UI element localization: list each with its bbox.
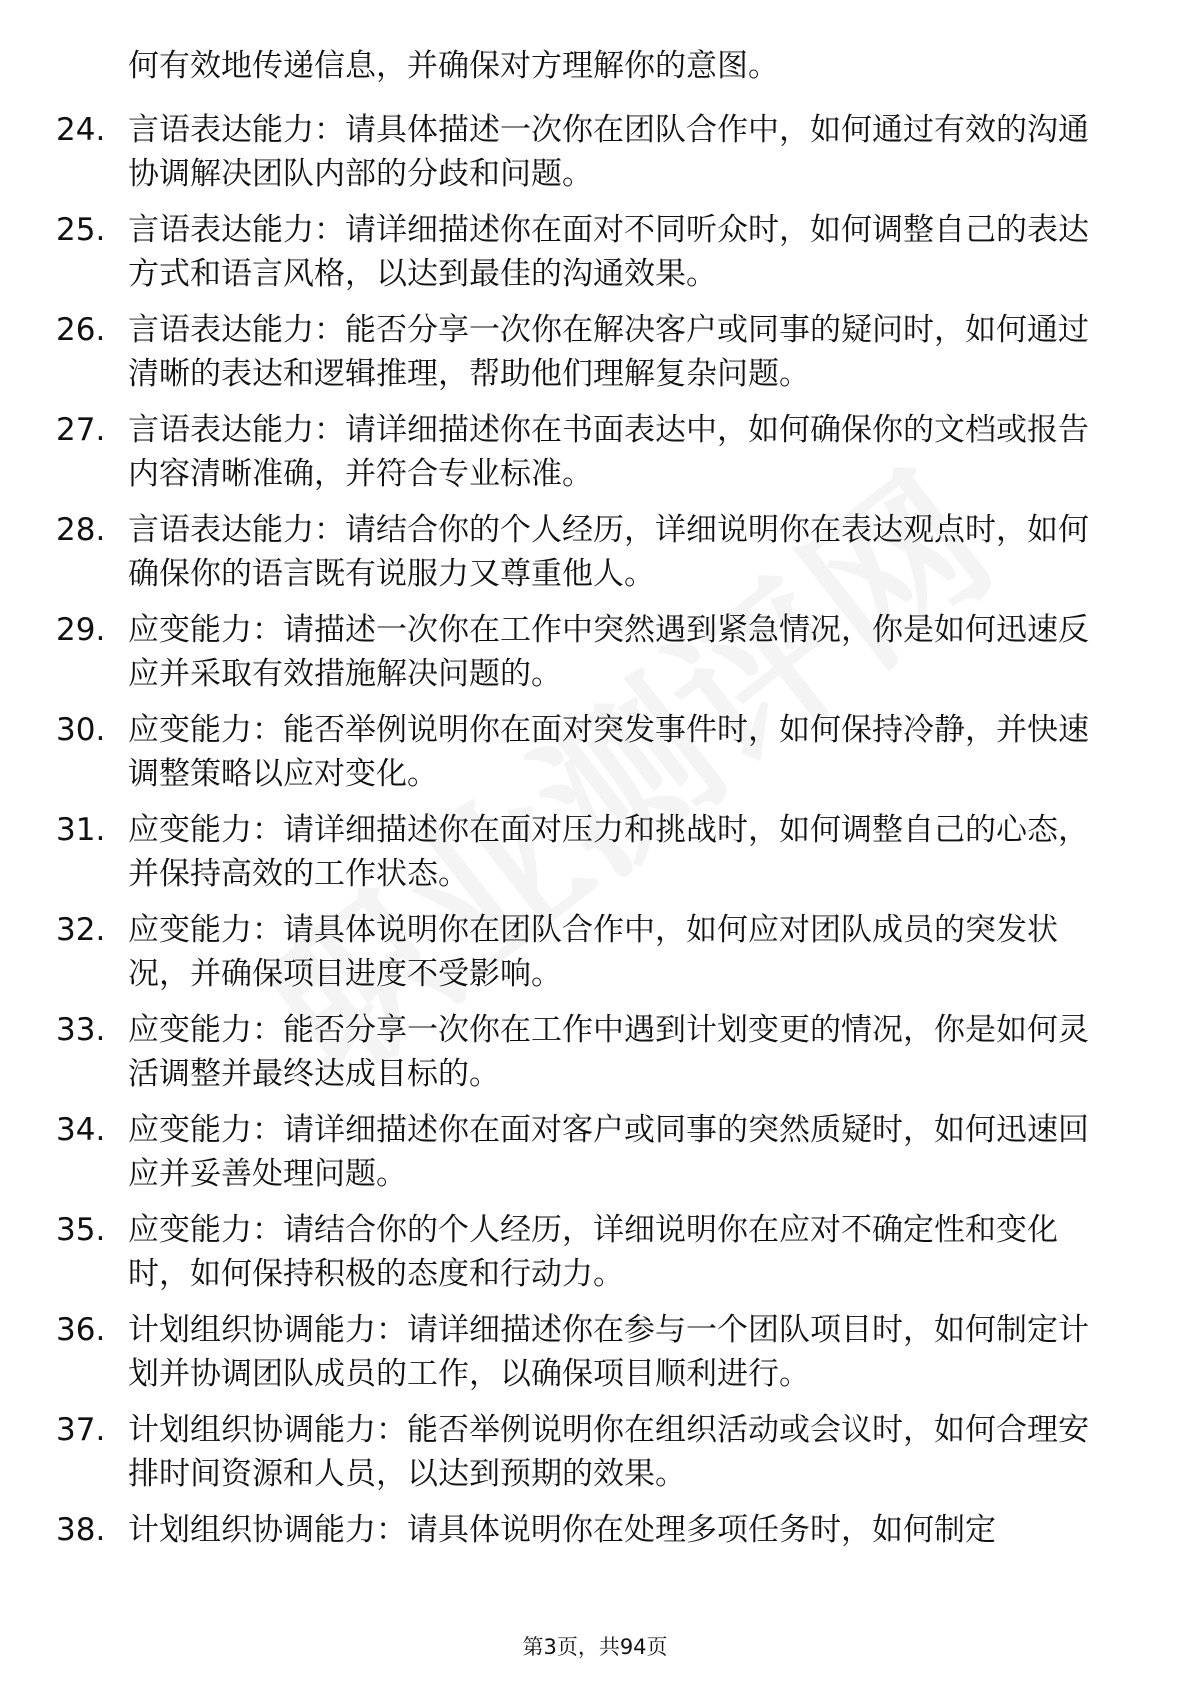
page-footer: 第3页，共94页 xyxy=(522,1635,668,1659)
question-text: 应变能力：请描述一次你在工作中突然遇到紧急情况，你是如何迅速反应并采取有效措施解决问题的。 xyxy=(128,612,1089,692)
question-item xyxy=(0,408,1190,508)
question-text: 计划组织协调能力：请详细描述你在参与一个团队项目时，如何制定计划并协调团队成员的工作，以确保项目顺利进行。 xyxy=(128,1312,1089,1392)
question-text: 应变能力：能否分享一次你在工作中遇到计划变更的情况，你是如何灵活调整并最终达成目标的。 xyxy=(128,1012,1089,1092)
question-item xyxy=(0,1108,1190,1208)
question-number: 26. xyxy=(56,312,106,348)
question-number: 31. xyxy=(56,812,106,848)
question-number: 24. xyxy=(56,112,106,148)
question-number: 33. xyxy=(56,1012,106,1048)
question-text: 应变能力：请具体说明你在团队合作中，如何应对团队成员的突发状况，并确保项目进度不受影响。 xyxy=(128,912,1058,992)
question-text: 应变能力：请详细描述你在面对客户或同事的突然质疑时，如何迅速回应并妥善处理问题。 xyxy=(128,1112,1089,1192)
question-text: 言语表达能力：请具体描述一次你在团队合作中，如何通过有效的沟通协调解决团队内部的分歧和问题。 xyxy=(128,112,1089,192)
question-item xyxy=(0,1008,1190,1108)
question-number: 36. xyxy=(56,1312,106,1348)
question-number: 35. xyxy=(56,1212,106,1248)
question-item xyxy=(0,108,1190,208)
question-number: 37. xyxy=(56,1412,106,1448)
question-text: 应变能力：能否举例说明你在面对突发事件时，如何保持冷静，并快速调整策略以应对变化。 xyxy=(128,712,1089,792)
question-number: 25. xyxy=(56,212,106,248)
question-item xyxy=(0,908,1190,1008)
question-item xyxy=(0,608,1190,708)
question-number: 32. xyxy=(56,912,106,948)
question-text: 计划组织协调能力：能否举例说明你在组织活动或会议时，如何合理安排时间资源和人员，以达到预期的效果。 xyxy=(128,1412,1089,1492)
question-item xyxy=(0,1408,1190,1508)
question-number: 29. xyxy=(56,612,106,648)
question-number: 27. xyxy=(56,412,106,448)
question-number: 30. xyxy=(56,712,106,748)
question-item xyxy=(0,808,1190,908)
continued-question-text: 何有效地传递信息，并确保对方理解你的意图。 xyxy=(128,48,779,84)
question-text: 言语表达能力：请详细描述你在书面表达中，如何确保你的文档或报告内容清晰准确，并符合专业标准。 xyxy=(128,412,1089,492)
question-list xyxy=(0,108,1190,1608)
question-item xyxy=(0,308,1190,408)
question-text: 言语表达能力：能否分享一次你在解决客户或同事的疑问时，如何通过清晰的表达和逻辑推理，帮助他们理解复杂问题。 xyxy=(128,312,1089,392)
question-number: 34. xyxy=(56,1112,106,1148)
question-number: 28. xyxy=(56,512,106,548)
question-text: 言语表达能力：请结合你的个人经历，详细说明你在表达观点时，如何确保你的语言既有说服力又尊重他人。 xyxy=(128,512,1089,592)
question-text: 言语表达能力：请详细描述你在面对不同听众时，如何调整自己的表达方式和语言风格，以达到最佳的沟通效果。 xyxy=(128,212,1089,292)
question-text: 计划组织协调能力：请具体说明你在处理多项任务时，如何制定 xyxy=(128,1512,996,1548)
question-item xyxy=(0,508,1190,608)
question-text: 应变能力：请结合你的个人经历，详细说明你在应对不确定性和变化时，如何保持积极的态度和行动力。 xyxy=(128,1212,1058,1292)
question-item xyxy=(0,208,1190,308)
question-text: 应变能力：请详细描述你在面对压力和挑战时，如何调整自己的心态，并保持高效的工作状态。 xyxy=(128,812,1089,892)
question-item xyxy=(0,1508,1190,1608)
question-item xyxy=(0,1308,1190,1408)
question-item xyxy=(0,708,1190,808)
question-number: 38. xyxy=(56,1512,106,1548)
question-item xyxy=(0,1208,1190,1308)
